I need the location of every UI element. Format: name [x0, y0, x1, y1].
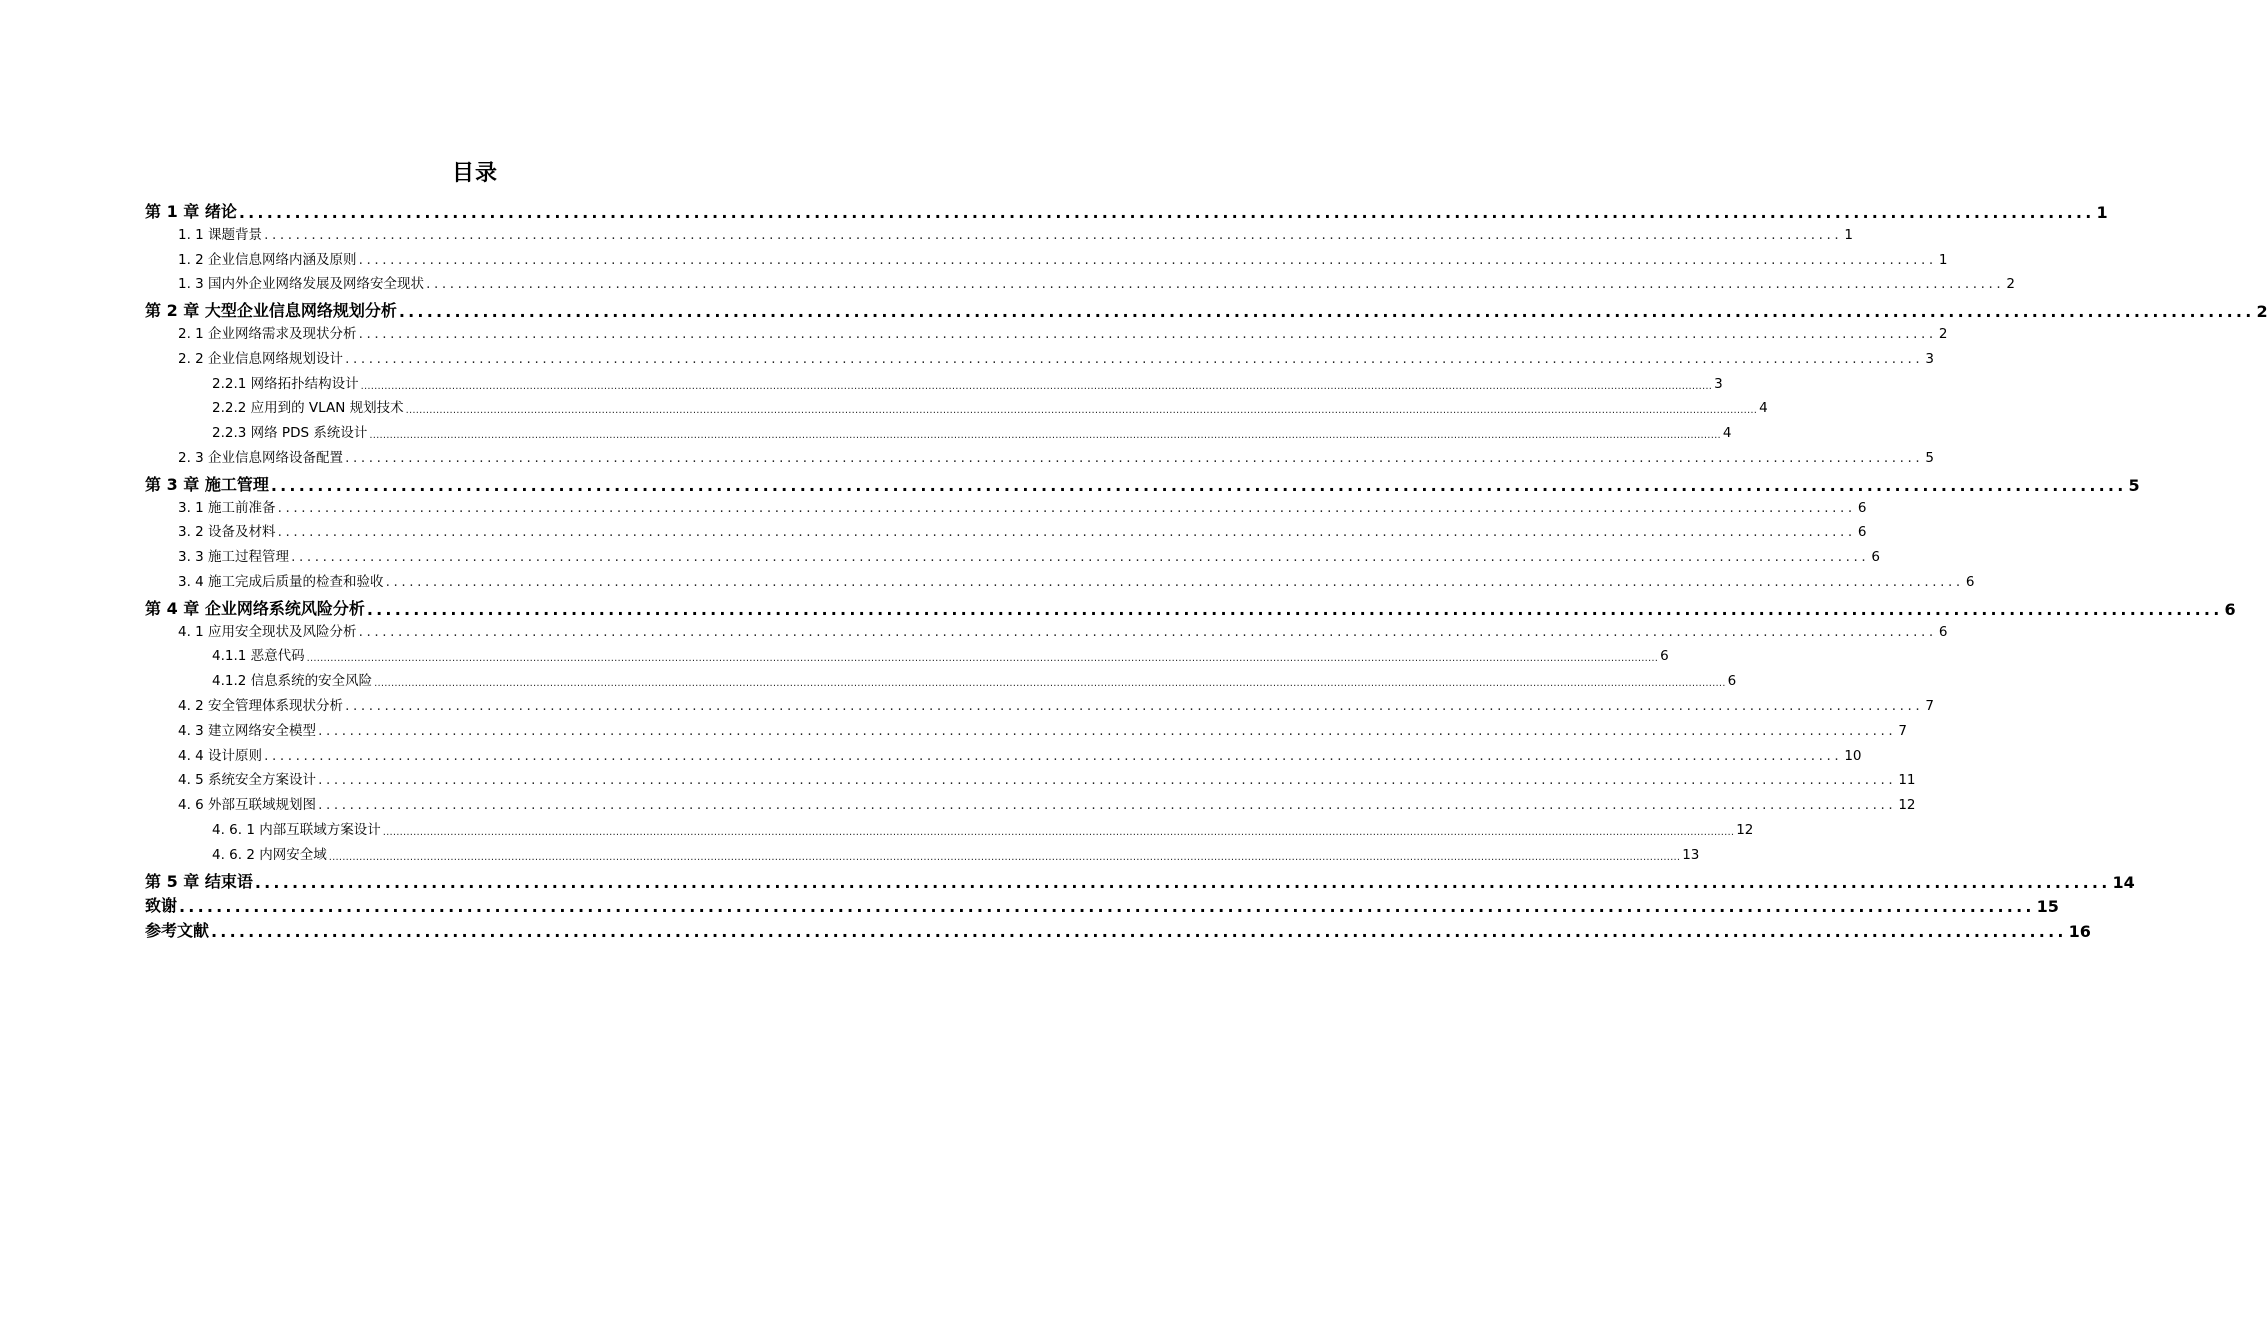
- toc-section-entry[interactable]: [178, 518, 1867, 541]
- toc-page-number: 7: [1898, 722, 1907, 739]
- toc-page-number: 6: [2224, 599, 2236, 619]
- toc-entry-label: 4. 5 系统安全方案设计: [178, 772, 317, 789]
- toc-dot-leader: ........................................................................................................................................................................................................: [270, 475, 2127, 495]
- toc-section-entry[interactable]: [212, 642, 1669, 665]
- toc-page-number: 14: [2112, 872, 2135, 892]
- toc-dot-leader: ........................................................................................................................................................................................................: [211, 922, 2067, 942]
- toc-entry-label: 2. 3 企业信息网络设备配置: [178, 450, 344, 466]
- toc-section-entry[interactable]: [212, 816, 1754, 838]
- toc-entry-label: 1. 1 课题背景: [178, 226, 263, 243]
- toc-page-number: 2: [2006, 276, 2015, 293]
- toc-dot-leader: ........................................................................................................................................................................................................: [358, 326, 1937, 342]
- toc-dot-leader: ........................................................................................................................................................................................................: [385, 574, 1964, 590]
- toc-section-entry[interactable]: [178, 742, 1862, 764]
- toc-chapter-entry[interactable]: [145, 593, 2236, 619]
- toc-dot-leader: ................................................................................................................................................................................................................................................................................................................................................................................................................: [374, 678, 1726, 690]
- toc-section-entry[interactable]: [178, 246, 1948, 268]
- toc-entry-label: 3. 3 施工过程管理: [178, 549, 290, 566]
- toc-entry-label: 2.2.1 网络拓扑结构设计: [212, 375, 359, 392]
- toc-section-entry[interactable]: [212, 394, 1768, 417]
- toc-entry-label: 3. 2 设备及材料: [178, 524, 276, 541]
- toc-chapter-entry[interactable]: [145, 469, 2140, 495]
- toc-dot-leader: ........................................................................................................................................................................................................: [238, 203, 2095, 222]
- toc-section-entry[interactable]: [178, 766, 1916, 789]
- toc-entry-label: 4. 1 应用安全现状及风险分析: [178, 623, 357, 640]
- toc-page-number: 6: [1857, 499, 1867, 516]
- toc-page-number: 16: [2068, 922, 2091, 942]
- toc-dot-leader: ........................................................................................................................................................................................................: [318, 797, 1897, 814]
- toc-section-entry[interactable]: [178, 692, 1934, 714]
- toc-entry-label: 2.2.2 应用到的 VLAN 规划技术: [212, 400, 404, 417]
- toc-entry-label: 2. 2 企业信息网络规划设计: [178, 350, 344, 367]
- toc-page-number: 4: [1722, 425, 1732, 442]
- toc-page-number: 2: [2256, 302, 2268, 322]
- toc-entry-label: 参考文献: [145, 921, 210, 941]
- toc-entry-label: 3. 1 施工前准备: [178, 499, 276, 516]
- toc-page-number: 10: [1844, 747, 1862, 764]
- toc-dot-leader: ........................................................................................................................................................................................................: [366, 599, 2223, 619]
- toc-section-entry[interactable]: [212, 370, 1723, 392]
- toc-page-number: 5: [2128, 475, 2140, 495]
- toc-page-number: 3: [1925, 350, 1934, 367]
- toc-entry-label: 1. 2 企业信息网络内涵及原则: [178, 251, 357, 268]
- toc-section-entry[interactable]: [178, 270, 2015, 293]
- toc-entry-label: 第 4 章 企业网络系统风险分析: [145, 598, 365, 618]
- toc-dot-leader: ........................................................................................................................................................................................................: [358, 251, 1937, 268]
- toc-page-number: 1: [1844, 226, 1853, 243]
- toc-page-number: 6: [1660, 648, 1669, 665]
- toc-page-number: 6: [1857, 524, 1867, 541]
- toc-chapter-entry[interactable]: [145, 866, 2135, 892]
- toc-page-number: 6: [1871, 549, 1880, 566]
- toc-page-number: 13: [1682, 846, 1700, 863]
- toc-dot-leader: ................................................................................................................................................................................................................................................................................................................................................................................................................: [328, 851, 1681, 863]
- toc-page-number: 5: [1925, 450, 1934, 466]
- toc-entry-label: 第 5 章 结束语: [145, 871, 253, 891]
- toc-chapter-entry[interactable]: [145, 295, 2268, 322]
- toc-chapter-entry[interactable]: [145, 890, 2059, 917]
- toc-entry-label: 致谢: [145, 896, 178, 916]
- toc-section-entry[interactable]: [212, 667, 1737, 690]
- toc-dot-leader: ................................................................................................................................................................................................................................................................................................................................................................................................................: [382, 827, 1735, 838]
- page-title: 目录: [451, 161, 498, 186]
- toc-entry-label: 4. 6. 1 内部互联域方案设计: [212, 822, 381, 838]
- toc-dot-leader: ........................................................................................................................................................................................................: [291, 549, 1870, 566]
- toc-dot-leader: ........................................................................................................................................................................................................: [345, 450, 1924, 466]
- toc-section-entry[interactable]: [178, 345, 1934, 367]
- toc-dot-leader: ........................................................................................................................................................................................................: [264, 747, 1843, 764]
- toc-dot-leader: ................................................................................................................................................................................................................................................................................................................................................................................................................: [360, 380, 1713, 392]
- toc-dot-leader: ........................................................................................................................................................................................................: [277, 524, 1856, 541]
- toc-entry-label: 4. 4 设计原则: [178, 747, 263, 764]
- toc-page-number: 12: [1736, 822, 1754, 838]
- toc-section-entry[interactable]: [178, 494, 1867, 516]
- toc-dot-leader: ........................................................................................................................................................................................................: [345, 350, 1924, 367]
- toc-section-entry[interactable]: [212, 419, 1732, 442]
- toc-page-number: 6: [1938, 623, 1948, 640]
- toc-dot-leader: ................................................................................................................................................................................................................................................................................................................................................................................................................: [369, 430, 1721, 442]
- toc-dot-leader: ........................................................................................................................................................................................................: [179, 897, 2035, 917]
- toc-page-number: 7: [1925, 698, 1934, 714]
- toc-dot-leader: ........................................................................................................................................................................................................: [426, 276, 2005, 293]
- toc-page-number: 11: [1898, 772, 1916, 789]
- toc-section-entry[interactable]: [178, 618, 1948, 640]
- toc-dot-leader: ........................................................................................................................................................................................................: [264, 226, 1843, 243]
- toc-section-entry[interactable]: [178, 444, 1934, 466]
- toc-entry-label: 第 1 章 绪论: [145, 202, 237, 221]
- toc-entry-label: 2.2.3 网络 PDS 系统设计: [212, 425, 368, 442]
- toc-section-entry[interactable]: [178, 568, 1975, 590]
- toc-entry-label: 1. 3 国内外企业网络发展及网络安全现状: [178, 276, 425, 293]
- toc-entry-label: 4. 3 建立网络安全模型: [178, 722, 317, 739]
- toc-dot-leader: ................................................................................................................................................................................................................................................................................................................................................................................................................: [306, 653, 1659, 665]
- toc-dot-leader: ........................................................................................................................................................................................................: [398, 302, 2255, 322]
- toc-dot-leader: ........................................................................................................................................................................................................: [277, 499, 1856, 516]
- toc-section-entry[interactable]: [178, 320, 1948, 342]
- toc-entry-label: 4.1.2 信息系统的安全风险: [212, 673, 373, 690]
- toc-chapter-entry[interactable]: [145, 196, 2108, 222]
- toc-entry-label: 2. 1 企业网络需求及现状分析: [178, 326, 357, 342]
- toc-entry-label: 第 2 章 大型企业信息网络规划分析: [145, 301, 397, 321]
- toc-dot-leader: ........................................................................................................................................................................................................: [345, 698, 1924, 714]
- toc-page-number: 3: [1714, 375, 1723, 392]
- toc-entry-label: 4. 6 外部互联域规划图: [178, 797, 317, 814]
- toc-entry-label: 3. 4 施工完成后质量的检查和验收: [178, 574, 384, 590]
- toc-page-number: 6: [1965, 574, 1975, 590]
- toc-section-entry[interactable]: [178, 543, 1880, 566]
- toc-page-number: 6: [1727, 673, 1737, 690]
- toc-page-number: 1: [2096, 203, 2108, 222]
- toc-page-number: 12: [1898, 797, 1916, 814]
- toc-page-number: 15: [2036, 897, 2059, 917]
- toc-dot-leader: ........................................................................................................................................................................................................: [318, 722, 1897, 739]
- toc-page-number: 4: [1759, 400, 1768, 417]
- toc-page-number: 1: [1938, 251, 1948, 268]
- toc-entry-label: 4.1.1 恶意代码: [212, 648, 305, 665]
- toc-dot-leader: ................................................................................................................................................................................................................................................................................................................................................................................................................: [405, 405, 1758, 417]
- toc-entry-label: 第 3 章 施工管理: [145, 474, 269, 494]
- toc-entry-label: 4. 2 安全管理体系现状分析: [178, 698, 344, 714]
- toc-section-entry[interactable]: [178, 717, 1907, 739]
- toc-chapter-entry[interactable]: [145, 915, 2091, 942]
- toc-section-entry[interactable]: [178, 221, 1853, 243]
- toc-entry-label: 4. 6. 2 内网安全域: [212, 846, 327, 863]
- toc-dot-leader: ........................................................................................................................................................................................................: [358, 623, 1937, 640]
- toc-page-number: 2: [1938, 326, 1948, 342]
- toc-section-entry[interactable]: [178, 791, 1916, 814]
- toc-section-entry[interactable]: [212, 841, 1700, 863]
- toc-dot-leader: ........................................................................................................................................................................................................: [318, 772, 1897, 789]
- toc-dot-leader: ........................................................................................................................................................................................................: [254, 872, 2111, 892]
